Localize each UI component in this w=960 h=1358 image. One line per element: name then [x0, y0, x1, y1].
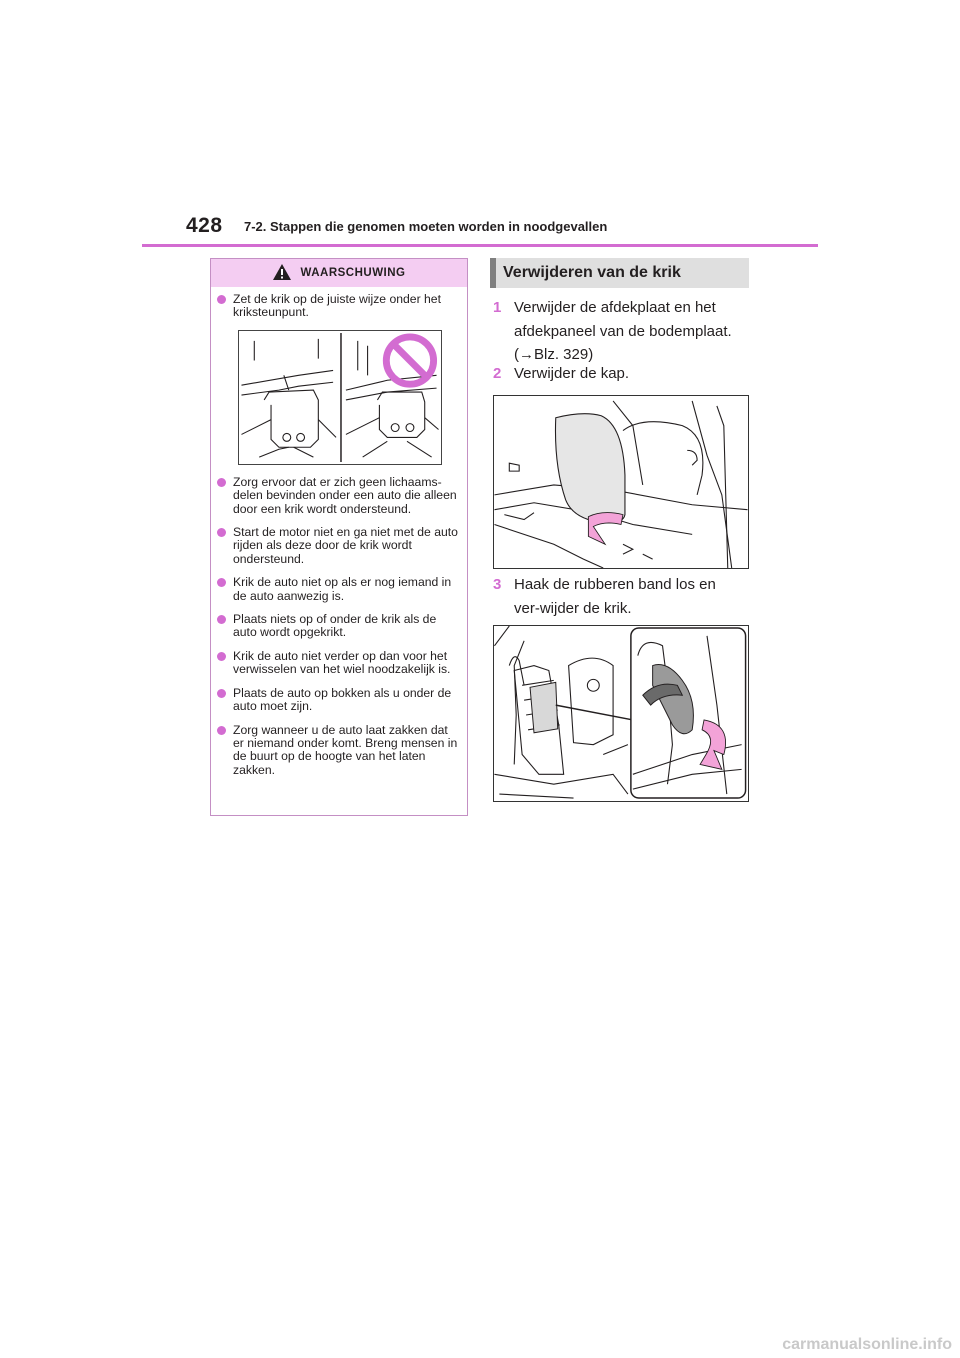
section-subheading [490, 258, 749, 288]
footer-watermark: carmanualsonline.info [782, 1336, 952, 1353]
step-text: Haak de rubberen band los en ver-wijder de krik. [514, 576, 716, 617]
bullet-dot-icon [217, 652, 226, 661]
warning-box [210, 258, 468, 816]
warning-bullet: Plaats de auto op bokken als u onder de auto moet zijn. [215, 687, 461, 714]
warning-bullet: Start de motor niet en ga niet met de auto rijden als deze door de krik wordt ondersteund. [215, 526, 461, 566]
jack-removal-illustration [493, 625, 749, 802]
step-text: Verwijder de kap. [514, 365, 630, 382]
jack-position-figure [238, 330, 442, 465]
warning-bullet: Krik de auto niet verder op dan voor het verwisselen van het wiel noodzakelijk is. [215, 650, 461, 677]
prohibited-icon [386, 337, 433, 384]
warning-header [211, 259, 467, 287]
warning-bullet: Zorg ervoor dat er zich geen lichaams-delen bevinden onder een auto die alleen door een krik wordt ondersteund. [215, 476, 461, 516]
section-title: 7-2. Stappen die genomen moeten worden in noodgevallen [244, 219, 608, 234]
subheading-text: Verwijderen van de krik [503, 264, 681, 281]
step-1 [493, 296, 743, 367]
step-number: 1 [493, 299, 502, 316]
header-divider [142, 244, 818, 247]
warning-bullet: Zorg wanneer u de auto laat zakken dat er niemand onder komt. Breng mensen in de buurt op de hoogte van het laten zakken. [215, 724, 461, 778]
warning-triangle-icon [272, 263, 292, 284]
bullet-dot-icon [217, 295, 226, 304]
warning-bullet: Plaats niets op of onder de krik als de auto wordt opgekrikt. [215, 613, 461, 640]
cover-removal-illustration [493, 395, 749, 569]
warning-bullet: Zet de krik op de juiste wijze onder het kriksteunpunt. [215, 293, 461, 320]
warning-title: WAARSCHUWING [300, 267, 406, 279]
bullet-dot-icon [217, 528, 226, 537]
step-number: 3 [493, 576, 502, 593]
bullet-dot-icon [217, 615, 226, 624]
step-number: 2 [493, 365, 502, 382]
page-number: 428 [186, 214, 223, 237]
step-2 [493, 362, 743, 386]
subheading-bar [490, 258, 496, 288]
warning-bullet: Krik de auto niet op als er nog iemand in de auto aanwezig is. [215, 576, 461, 603]
bullet-dot-icon [217, 726, 226, 735]
step-text: Verwijder de afdekplaat en het afdekpaneel van de bodemplaat. (→Blz. 329) [514, 299, 732, 363]
step-3 [493, 573, 743, 620]
bullet-dot-icon [217, 578, 226, 587]
bullet-dot-icon [217, 478, 226, 487]
bullet-dot-icon [217, 689, 226, 698]
